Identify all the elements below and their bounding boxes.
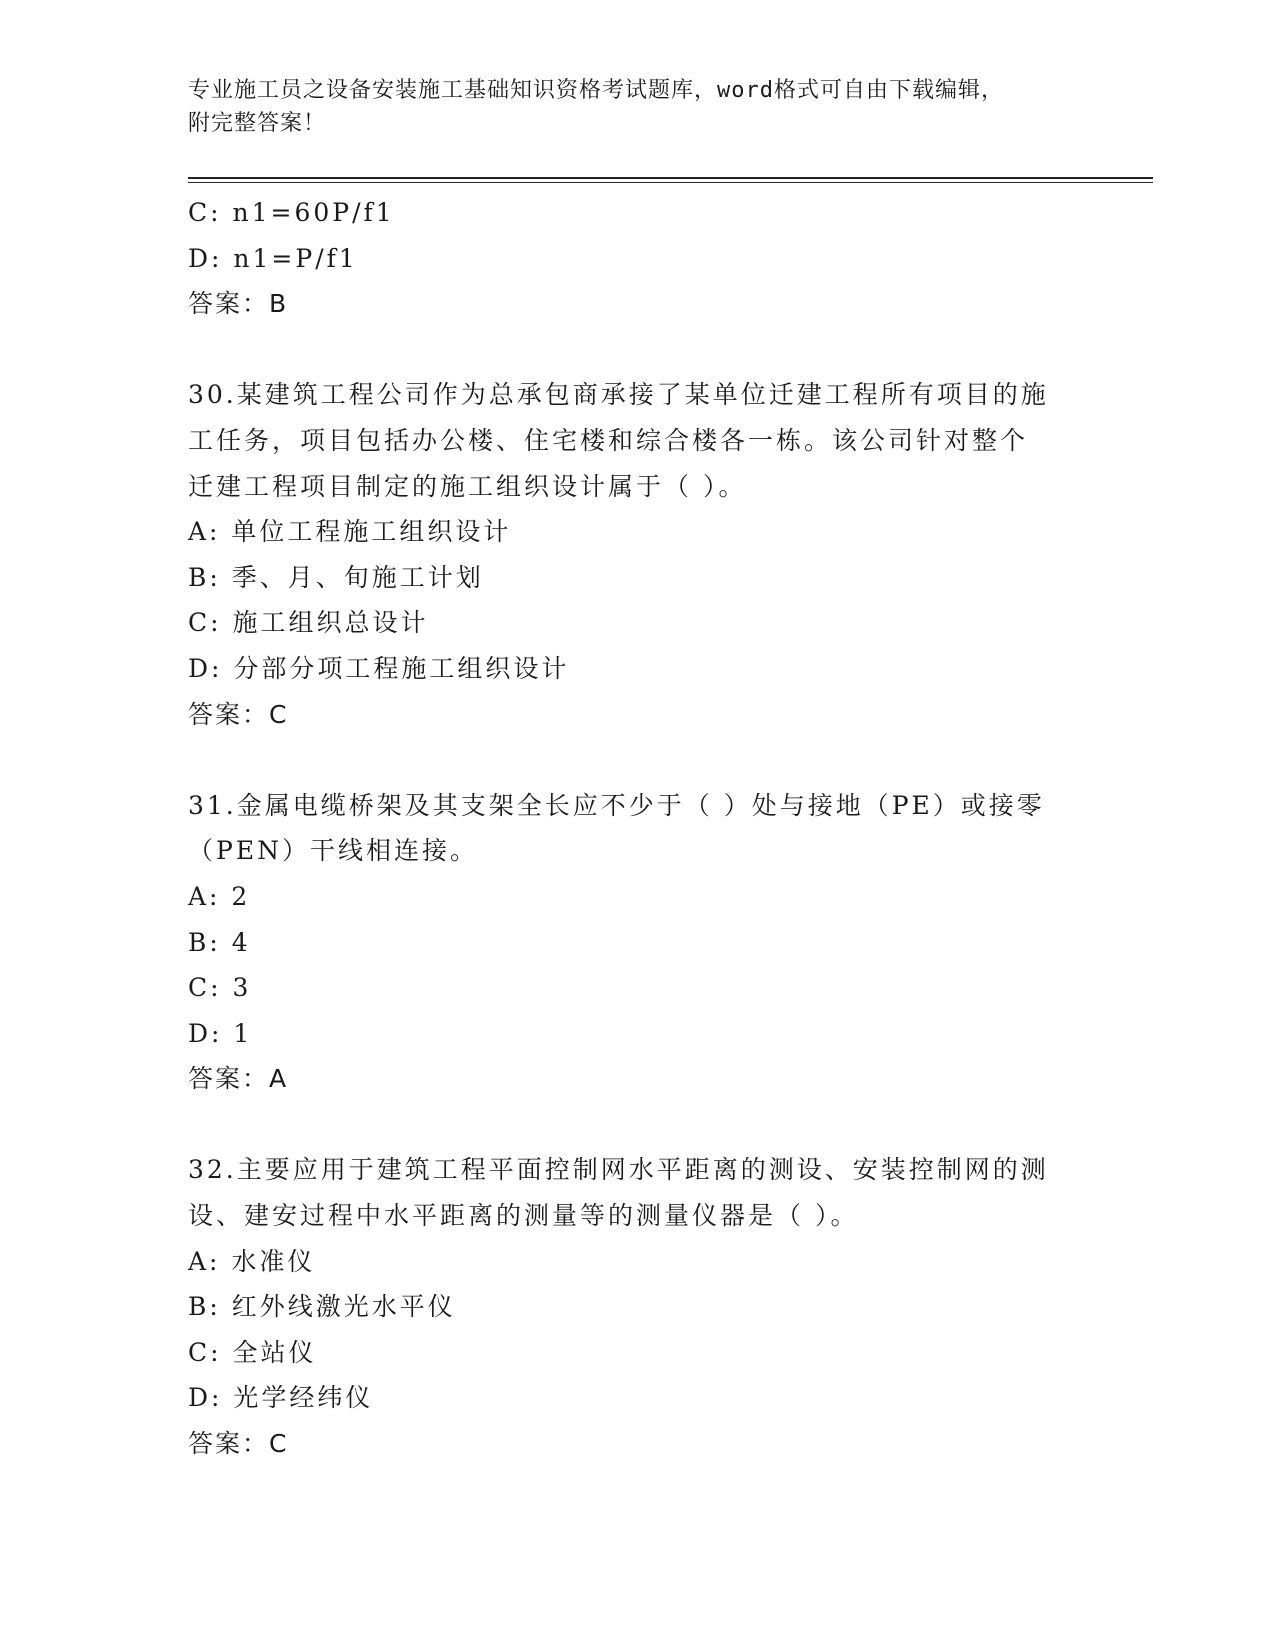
question-stem-line: 工任务，项目包括办公楼、住宅楼和综合楼各一栋。该公司针对整个: [188, 425, 1029, 455]
question-30: [188, 372, 1088, 737]
answer-line: 答案：A: [188, 1064, 289, 1094]
question-32: [188, 1147, 1088, 1466]
option-a: A: 2: [188, 881, 251, 911]
option-d: D: 分部分项工程施工组织设计: [188, 653, 570, 683]
option-c: C: n1=60P/f1: [188, 198, 395, 227]
question-stem-line: 设、建安过程中水平距离的测量等的测量仪器是（ ）。: [188, 1201, 859, 1231]
option-a: A: 单位工程施工组织设计: [188, 517, 512, 547]
answer-line: 答案：C: [188, 699, 289, 729]
option-c: C: 施工组织总设计: [188, 608, 429, 638]
option-c: C: 3: [188, 973, 252, 1003]
header-line-2: 附完整答案！: [188, 111, 327, 136]
option-d: D: 1: [188, 1018, 253, 1048]
previous-question-tail: [188, 190, 1088, 327]
option-b: B: 季、月、旬施工计划: [188, 562, 484, 592]
option-d: D: 光学经纬仪: [188, 1383, 374, 1413]
answer-line: 答案：C: [188, 1429, 289, 1459]
question-stem-line: 迁建工程项目制定的施工组织设计属于（ ）。: [188, 471, 747, 501]
document-header: [188, 74, 1088, 140]
option-b: B: 红外线激光水平仪: [188, 1292, 456, 1322]
document-body: [188, 190, 1088, 1467]
answer-line: 答案：B: [188, 289, 289, 319]
question-stem-line: 32.主要应用于建筑工程平面控制网水平距离的测设、安装控制网的测: [188, 1155, 1049, 1185]
header-line-1: 专业施工员之设备安装施工基础知识资格考试题库，word格式可自由下载编辑，: [188, 78, 1004, 103]
header-divider-thin: [188, 182, 1153, 183]
option-c: C: 全站仪: [188, 1337, 317, 1367]
question-stem-line: （PEN）干线相连接。: [188, 836, 478, 866]
question-stem-line: 31.金属电缆桥架及其支架全长应不少于（ ）处与接地（PE）或接零: [188, 790, 1045, 820]
question-stem-line: 30.某建筑工程公司作为总承包商承接了某单位迁建工程所有项目的施: [188, 380, 1049, 410]
option-d: D: n1=P/f1: [188, 243, 358, 273]
question-31: [188, 783, 1088, 1102]
option-b: B: 4: [188, 927, 251, 957]
header-divider-thick: [188, 177, 1153, 179]
option-a: A: 水准仪: [188, 1246, 316, 1276]
